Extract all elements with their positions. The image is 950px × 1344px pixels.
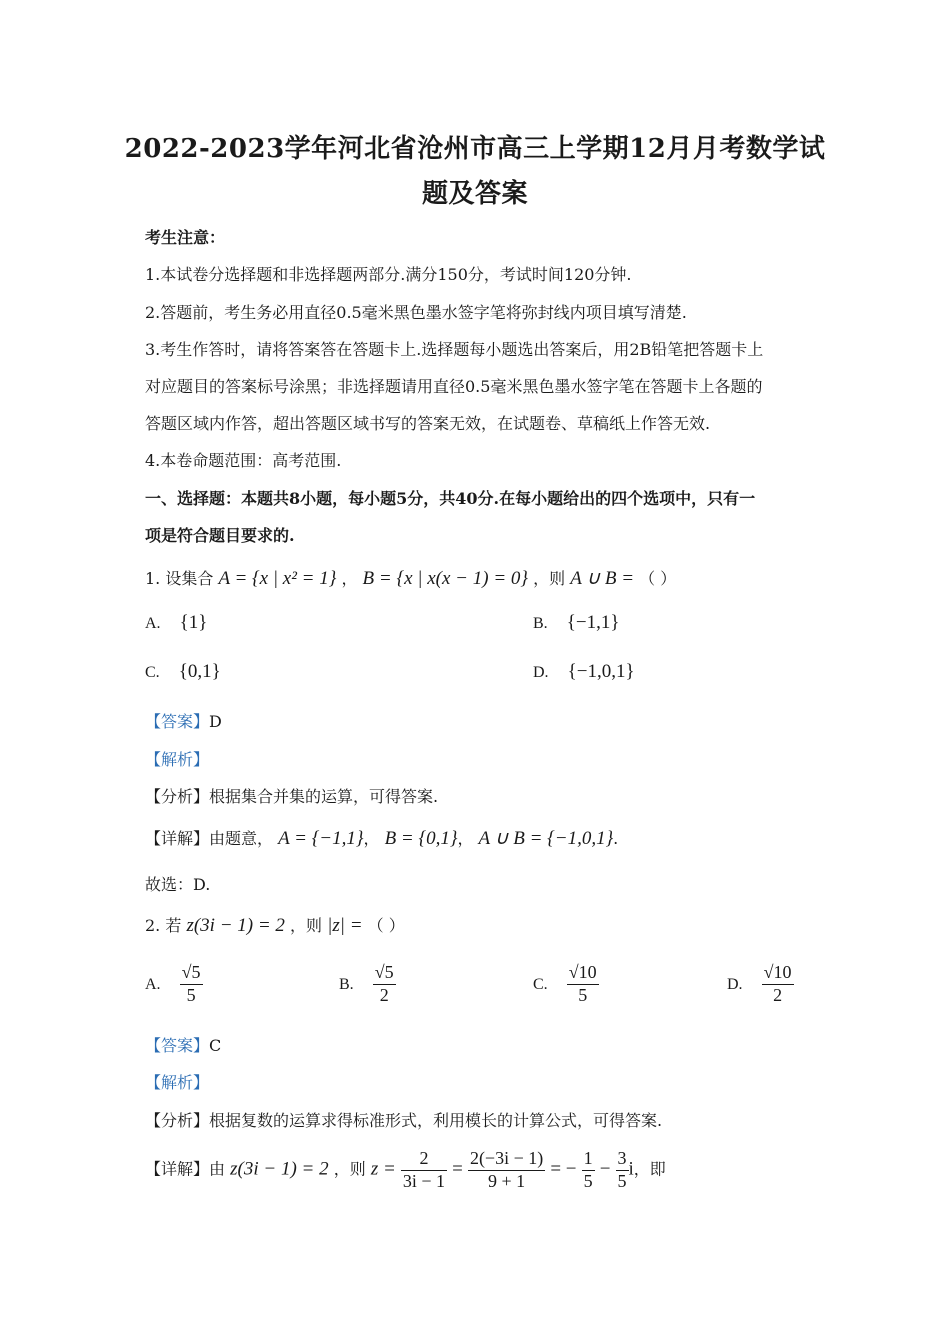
q2-prefix: 2. 若: [145, 916, 182, 935]
q2-option-b-radicand: 5: [384, 962, 394, 982]
q2-option-b-fraction: $\frac{√5}{2}$: [374, 962, 394, 1005]
notice-item-3: 3.考生作答时，请将答案答在答题卡上.选择题每小题选出答案后，用2B铅笔把答题卡上: [145, 340, 764, 359]
notice-item-3-cont1: 对应题目的答案标号涂黑；非选择题请用直径0.5毫米黑色墨水签字笔在答题卡上各题的: [145, 377, 763, 396]
q1-option-c: [145, 661, 221, 683]
q2-detail-f1-num: 2: [401, 1148, 447, 1171]
q2-option-a-denominator: 5: [186, 984, 196, 1005]
q2-option-b-denominator: 2: [379, 984, 389, 1005]
q2-option-d-denominator: 2: [773, 984, 783, 1005]
q1-option-a-label: A.: [145, 615, 161, 632]
q1-detail-text: 由题意，: [209, 829, 274, 848]
q2-detail-fraction-4: [616, 1148, 629, 1192]
q1-option-d-label: D.: [533, 664, 549, 681]
q2-option-a-radicand: 5: [191, 962, 201, 982]
notice-item-4: 4.本卷命题范围：高考范围.: [145, 451, 342, 470]
q1-option-d-value: {−1,0,1}: [567, 661, 635, 682]
q1-option-b: [533, 612, 619, 634]
question-1-stem: [145, 566, 676, 590]
q1-set-a: A = {x | x² = 1}: [218, 568, 337, 589]
q2-fenxi: [145, 1108, 662, 1131]
q2-option-c-label: C.: [533, 975, 548, 993]
q2-detail-eq-minus: = −: [550, 1158, 577, 1180]
q2-option-b-label: B.: [339, 975, 354, 993]
q2-detail-tail: ，即: [633, 1159, 666, 1179]
q2-detail-equation: z(3i − 1) = 2: [230, 1158, 329, 1180]
q2-detail-then: ，则: [333, 1159, 366, 1179]
section-heading-line2: 项是符合题目要求的.: [145, 526, 295, 545]
q1-option-c-label: C.: [145, 664, 160, 681]
q2-analysis-tag: 【解析】: [145, 1073, 210, 1092]
q2-option-a-fraction: $\frac{√5}{5}$: [181, 962, 201, 1005]
q2-option-a-label: A.: [145, 975, 161, 993]
q1-fenxi: [145, 784, 438, 807]
q2-detail-f4-num: 3: [616, 1148, 629, 1171]
q2-abs: |z| =: [327, 915, 363, 936]
q2-detail-f2-den: 9 + 1: [488, 1170, 526, 1191]
q1-choice: 故选：D.: [145, 875, 211, 894]
q1-analysis-tag: 【解析】: [145, 750, 210, 769]
q2-detail-f2-num: 2(−3i − 1): [468, 1148, 545, 1171]
q1-detail-b: B = {0,1}: [384, 828, 458, 849]
notice-item-3-cont2: 答题区域内作答，超出答题区域书写的答案无效，在试题卷、草稿纸上作答无效.: [145, 414, 711, 433]
q2-detail: 【详解】由 z(3i − 1) = 2 ，则 z = $\frac{2}{3i - 1}$ = $\frac{2(-3i - 1)}{9 + 1}$ = − $\frac{1}{5}$ − $\frac{3}{5}$ i，即: [145, 1148, 666, 1191]
document-title-line2: 题及答案: [421, 179, 528, 209]
q1-detail-tag: 【详解】: [145, 829, 210, 848]
q2-detail-tag: 【详解】: [145, 1159, 210, 1179]
notice-item-2: 2.答题前，考生务必用直径0.5毫米黑色墨水签字笔将弥封线内项目填写清楚.: [145, 303, 687, 322]
q2-option-b: [339, 962, 396, 1006]
q2-option-a: [145, 962, 203, 1006]
q1-option-a: [145, 612, 207, 634]
q2-option-d-radicand: 10: [773, 962, 792, 982]
q1-fenxi-tag: 【分析】: [145, 787, 210, 806]
q1-option-a-value: {1}: [179, 612, 208, 633]
q1-detail: 【详解】由题意， A = {−1,1}， B = {0,1}， A ∪ B = {−1,0,1}.: [145, 828, 619, 849]
q1-answer-value: D: [209, 712, 222, 731]
q2-answer-tag: 【答案】: [145, 1036, 210, 1055]
q2-detail-z-eq: z =: [370, 1158, 396, 1180]
q1-comma: ，: [341, 569, 358, 588]
question-2-stem: [145, 913, 405, 937]
q2-detail-fraction-1: [401, 1148, 447, 1192]
q2-fenxi-text: 根据复数的运算求得标准形式，利用模长的计算公式，可得答案.: [209, 1111, 663, 1130]
notice-heading: 考生注意：: [145, 228, 226, 247]
q2-detail-fraction-3: [582, 1148, 595, 1192]
notice-item-1: 1.本试卷分选择题和非选择题两部分.满分150分，考试时间120分钟.: [145, 265, 632, 284]
q2-detail-by: 由: [209, 1159, 226, 1179]
q2-option-d-label: D.: [727, 975, 743, 993]
q2-detail-minus: −: [599, 1158, 611, 1180]
q2-fenxi-tag: 【分析】: [145, 1111, 210, 1130]
q1-union: A ∪ B =: [570, 568, 635, 589]
q2-answer-value: C: [209, 1036, 222, 1055]
q1-detail-a: A = {−1,1}: [278, 828, 364, 849]
document-title-line1: 2022-2023学年河北省沧州市高三上学期12月月考数学试: [124, 134, 826, 164]
q1-answer: [145, 709, 222, 732]
q1-option-b-label: B.: [533, 615, 548, 632]
q2-answer: [145, 1033, 221, 1056]
q1-paren: （ ）: [639, 569, 677, 588]
q1-answer-tag: 【答案】: [145, 712, 210, 731]
q1-detail-union: A ∪ B = {−1,0,1}: [478, 828, 614, 849]
q1-fenxi-text: 根据集合并集的运算，可得答案.: [209, 787, 439, 806]
q2-detail-i: i: [628, 1158, 634, 1180]
q2-paren: （ ）: [367, 916, 405, 935]
q1-prefix: 1. 设集合: [145, 569, 214, 588]
q2-option-d-fraction: $\frac{√10}{2}$: [763, 962, 792, 1005]
q2-option-c: [533, 962, 599, 1006]
q1-suffix: ，则: [533, 569, 566, 588]
q1-option-b-value: {−1,1}: [566, 612, 620, 633]
q2-option-d: [727, 962, 794, 1006]
q1-set-b: B = {x | x(x − 1) = 0}: [362, 568, 528, 589]
q2-option-c-radicand: 10: [578, 962, 597, 982]
q2-detail-f3-den: 5: [583, 1170, 593, 1191]
q2-detail-f4-den: 5: [617, 1170, 627, 1191]
q2-detail-f3-num: 1: [582, 1148, 595, 1171]
section-heading-line1: 一、选择题：本题共8小题，每小题5分，共40分.在每小题给出的四个选项中，只有一: [145, 489, 756, 508]
q1-option-c-value: {0,1}: [178, 661, 221, 682]
q2-detail-fraction-2: [468, 1148, 545, 1192]
q2-option-c-denominator: 5: [578, 984, 588, 1005]
q2-mid: ，则: [290, 916, 323, 935]
q2-equation: z(3i − 1) = 2: [186, 915, 285, 936]
q1-option-d: [533, 661, 635, 683]
q2-detail-f1-den: 3i − 1: [402, 1170, 446, 1191]
q2-option-c-fraction: $\frac{√10}{5}$: [568, 962, 597, 1005]
